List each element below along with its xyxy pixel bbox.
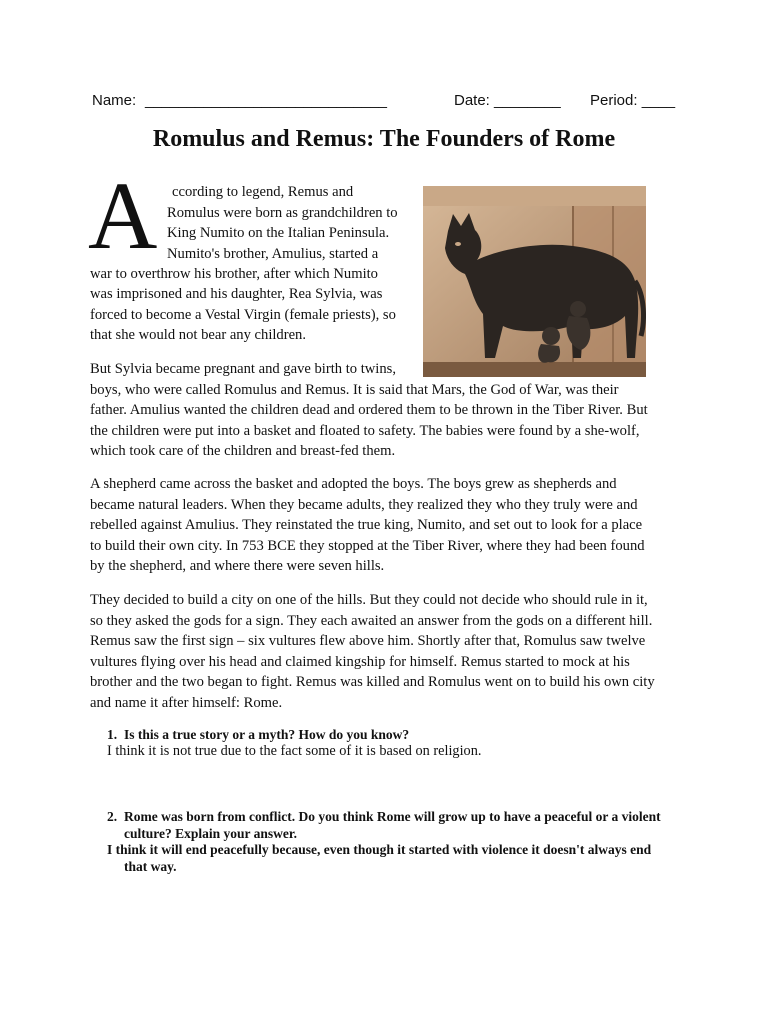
text-line: forced to become a Vestal Virgin (female priests), so: [90, 307, 396, 323]
text-line: rebelled against Amulius. They reinstated the true king, Numito, and set out to look for a place: [90, 517, 643, 533]
text-line: the children were put into a basket and floated to safety. The babies were found by a she-wolf,: [90, 423, 640, 439]
text-line: became natural leaders. When they became adults, they realized they who they truly were and: [90, 497, 638, 513]
name-blank: _____________________________: [145, 92, 387, 109]
text-line: ccording to legend, Remus and: [172, 184, 354, 200]
text-line: so they asked the gods for a sign. They each awaited an answer from the gods on a different hill.: [90, 613, 653, 629]
text-line: Remus saw the first sign – six vultures flew above him. Shortly after that, Romulus saw twelve: [90, 633, 646, 649]
answer-text: I think it is not true due to the fact some of it is based on religion.: [107, 743, 482, 759]
text-line: by the shepherd, and where there were seven hills.: [90, 558, 385, 574]
text-line: They decided to build a city on one of the hills. But they could not decide who should rule in it,: [90, 592, 648, 608]
text-line: boys, who were called Romulus and Remus. It is said that Mars, the God of War, was their: [90, 382, 619, 398]
name-label: Name:: [92, 92, 137, 109]
drop-cap-letter: A: [88, 162, 158, 269]
question-text: culture? Explain your answer.: [124, 826, 298, 841]
text-line: brother and the two began to fight. Remus was killed and Romulus went on to build his own city: [90, 674, 655, 690]
text-line: vultures flying over his head and claimed kingship for himself. Remus started to mock at his: [90, 654, 630, 670]
text-line: to build their own city. In 753 BCE they stopped at the Tiber River, where they had been found: [90, 538, 645, 554]
text-line: war to overthrow his brother, after which Numito: [90, 266, 378, 282]
text-line: King Numito on the Italian Peninsula.: [167, 225, 390, 241]
text-line: which took care of the children and breast-fed them.: [90, 443, 396, 459]
question-text: Is this a true story or a myth? How do you know?: [124, 727, 410, 742]
header-fields: [92, 92, 680, 114]
date-field: Date: ________: [454, 92, 561, 109]
answer-text: that way.: [124, 859, 177, 874]
question-number: 2.: [107, 809, 118, 824]
text-line: and name it after himself: Rome.: [90, 695, 283, 711]
she-wolf-statue-photo: [423, 186, 646, 377]
text-line: Numito's brother, Amulius, started a: [167, 246, 379, 262]
text-line: father. Amulius wanted the children dead and ordered them to be thrown in the Tiber River. But: [90, 402, 648, 418]
answer-text: I think it will end peacefully because, even though it started with violence it doesn't always end: [107, 842, 652, 857]
text-line: But Sylvia became pregnant and gave birth to twins,: [90, 361, 396, 377]
text-line: Romulus were born as grandchildren to: [167, 205, 398, 221]
question-text: Rome was born from conflict. Do you think Rome will grow up to have a peaceful or a violent: [124, 809, 661, 824]
period-field: Period: ____: [590, 92, 676, 109]
question-number: 1.: [107, 727, 118, 742]
text-line: A shepherd came across the basket and adopted the boys. The boys grew as shepherds and: [90, 476, 617, 492]
text-line: that she would not bear any children.: [90, 327, 307, 343]
text-line: was imprisoned and his daughter, Rea Sylvia, was: [90, 286, 383, 302]
page-title: Romulus and Remus: The Founders of Rome: [152, 126, 616, 152]
